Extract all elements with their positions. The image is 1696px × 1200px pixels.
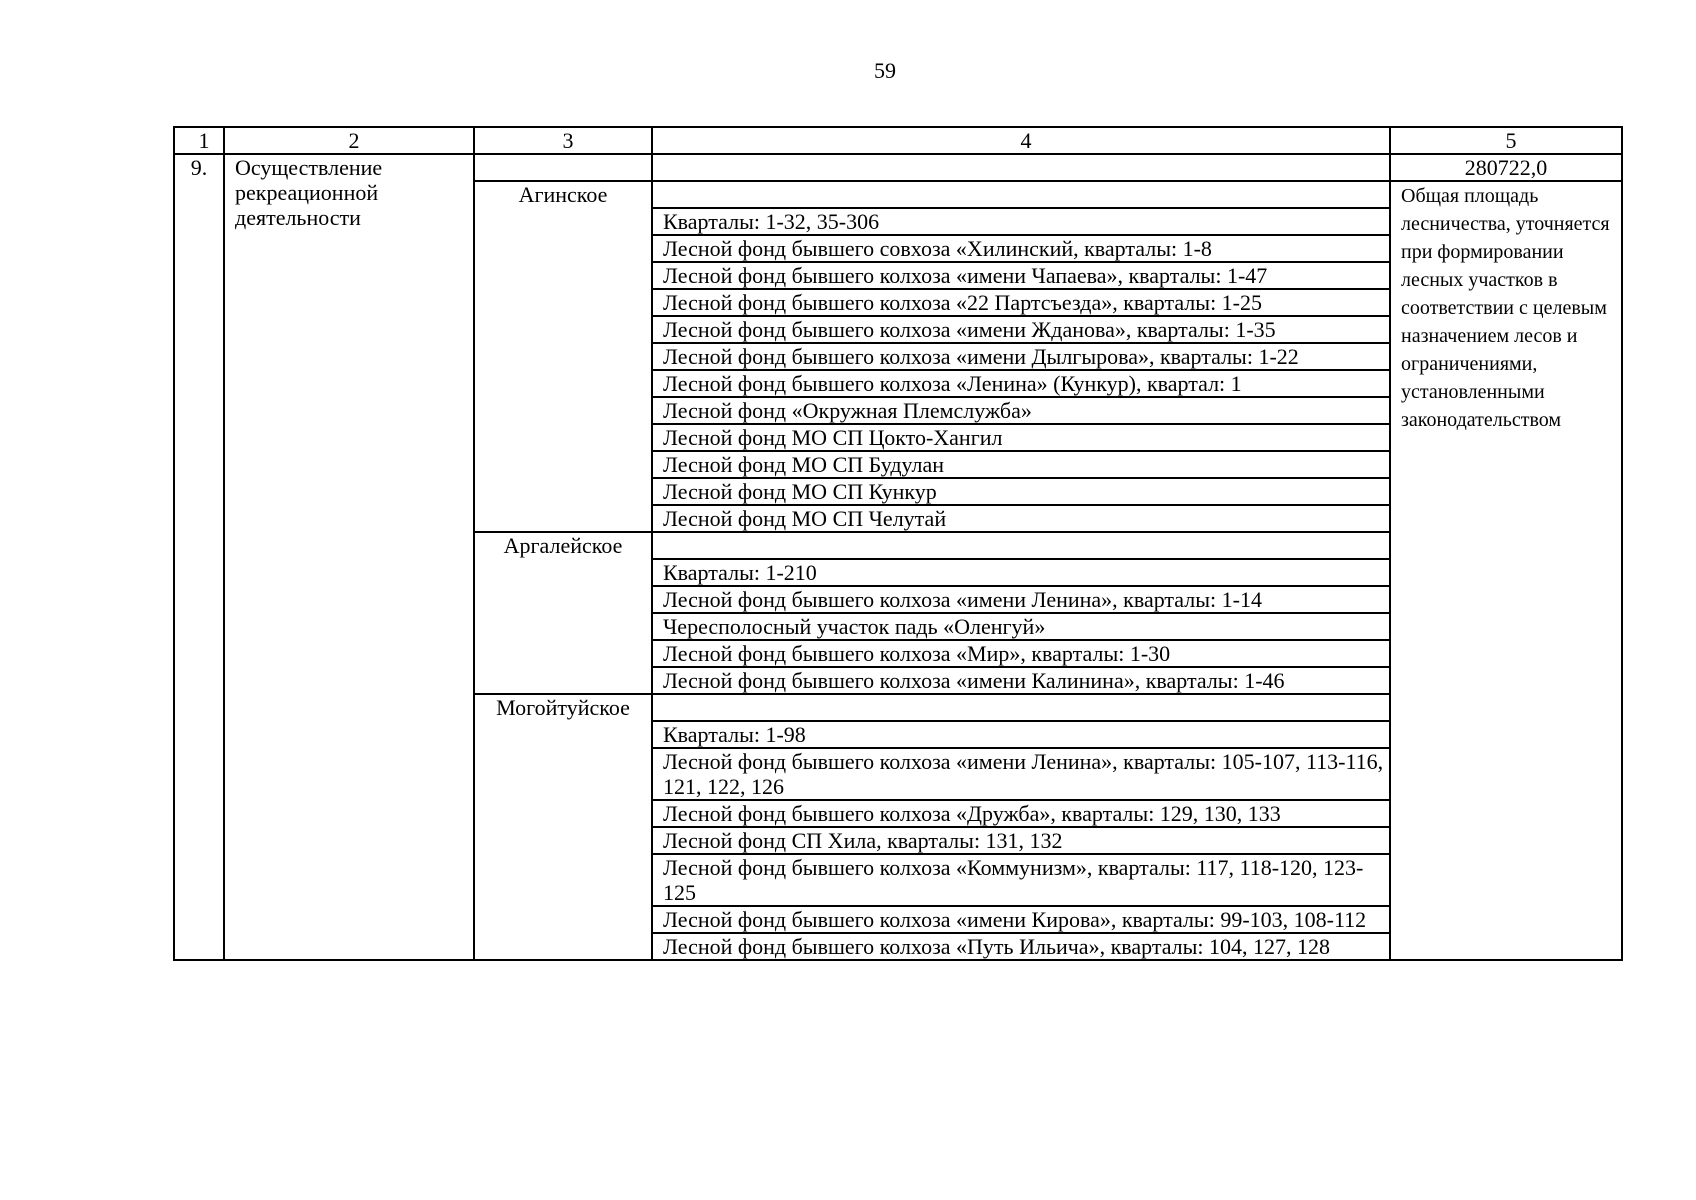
table-row: [174, 154, 1622, 181]
page-number: 59: [874, 58, 896, 83]
activity-name: Осуществление рекреационной деятельности: [224, 154, 474, 960]
quarter-item: Лесной фонд МО СП Цокто-Хангил: [652, 424, 1390, 451]
empty-cell: [652, 154, 1390, 181]
empty-cell: [652, 694, 1390, 721]
quarter-item: Лесной фонд СП Хила, кварталы: 131, 132: [652, 827, 1390, 854]
quarter-item: Лесной фонд бывшего колхоза «Коммунизм», кварталы: 117, 118-120, 123-125: [652, 854, 1390, 906]
header-cell: 2: [224, 127, 474, 154]
empty-cell: [652, 181, 1390, 208]
quarter-item: Лесной фонд МО СП Кункур: [652, 478, 1390, 505]
quarter-item: Лесной фонд бывшего колхоза «имени Чапаева», кварталы: 1-47: [652, 262, 1390, 289]
quarter-item: Лесной фонд «Окружная Племслужба»: [652, 397, 1390, 424]
quarter-item: Лесной фонд бывшего колхоза «22 Партсъезда», кварталы: 1-25: [652, 289, 1390, 316]
quarter-item: Лесной фонд бывшего колхоза «имени Кирова», кварталы: 99-103, 108-112: [652, 906, 1390, 933]
quarter-item: Лесной фонд бывшего колхоза «Дружба», кварталы: 129, 130, 133: [652, 800, 1390, 827]
quarter-item: Лесной фонд бывшего колхоза «имени Жданова», кварталы: 1-35: [652, 316, 1390, 343]
forestry-name: Агинское: [474, 181, 652, 532]
header-cell: 4: [652, 127, 1390, 154]
quarter-item: Лесной фонд бывшего совхоза «Хилинский, кварталы: 1-8: [652, 235, 1390, 262]
quarter-item: Лесной фонд бывшего колхоза «имени Дылгырова», кварталы: 1-22: [652, 343, 1390, 370]
quarter-item: Кварталы: 1-32, 35-306: [652, 208, 1390, 235]
quarter-item: Лесной фонд бывшего колхоза «имени Ленина», кварталы: 1-14: [652, 586, 1390, 613]
empty-cell: [652, 532, 1390, 559]
note-cell: Общая площадь лесничества, уточняется при формировании лесных участков в соответствии с целевым назначением лесов и ограничениями, установленными законодательством: [1390, 181, 1622, 960]
header-cell: 3: [474, 127, 652, 154]
quarter-item: Лесной фонд бывшего колхоза «Мир», кварталы: 1-30: [652, 640, 1390, 667]
quarter-item: Лесной фонд бывшего колхоза «имени Ленина», кварталы: 105-107, 113-116, 121, 122, 126: [652, 748, 1390, 800]
forestry-name: Аргалейское: [474, 532, 652, 694]
quarter-item: Лесной фонд МО СП Челутай: [652, 505, 1390, 532]
forestry-name: Могойтуйское: [474, 694, 652, 960]
table-header-row: [174, 127, 1622, 154]
row-number: 9.: [174, 154, 224, 960]
quarter-item: Лесной фонд МО СП Будулан: [652, 451, 1390, 478]
quarter-item: Кварталы: 1-210: [652, 559, 1390, 586]
forestry-table: [173, 126, 1623, 961]
quarter-item: Лесной фонд бывшего колхоза «имени Калинина», кварталы: 1-46: [652, 667, 1390, 694]
quarter-item: Чересполосный участок падь «Оленгуй»: [652, 613, 1390, 640]
header-cell: 5: [1390, 127, 1622, 154]
empty-cell: [474, 154, 652, 181]
quarter-item: Лесной фонд бывшего колхоза «Путь Ильича», кварталы: 104, 127, 128: [652, 933, 1390, 960]
total-area: 280722,0: [1390, 154, 1622, 181]
quarter-item: Кварталы: 1-98: [652, 721, 1390, 748]
quarter-item: Лесной фонд бывшего колхоза «Ленина» (Кункур), квартал: 1: [652, 370, 1390, 397]
header-cell: 1: [174, 127, 224, 154]
